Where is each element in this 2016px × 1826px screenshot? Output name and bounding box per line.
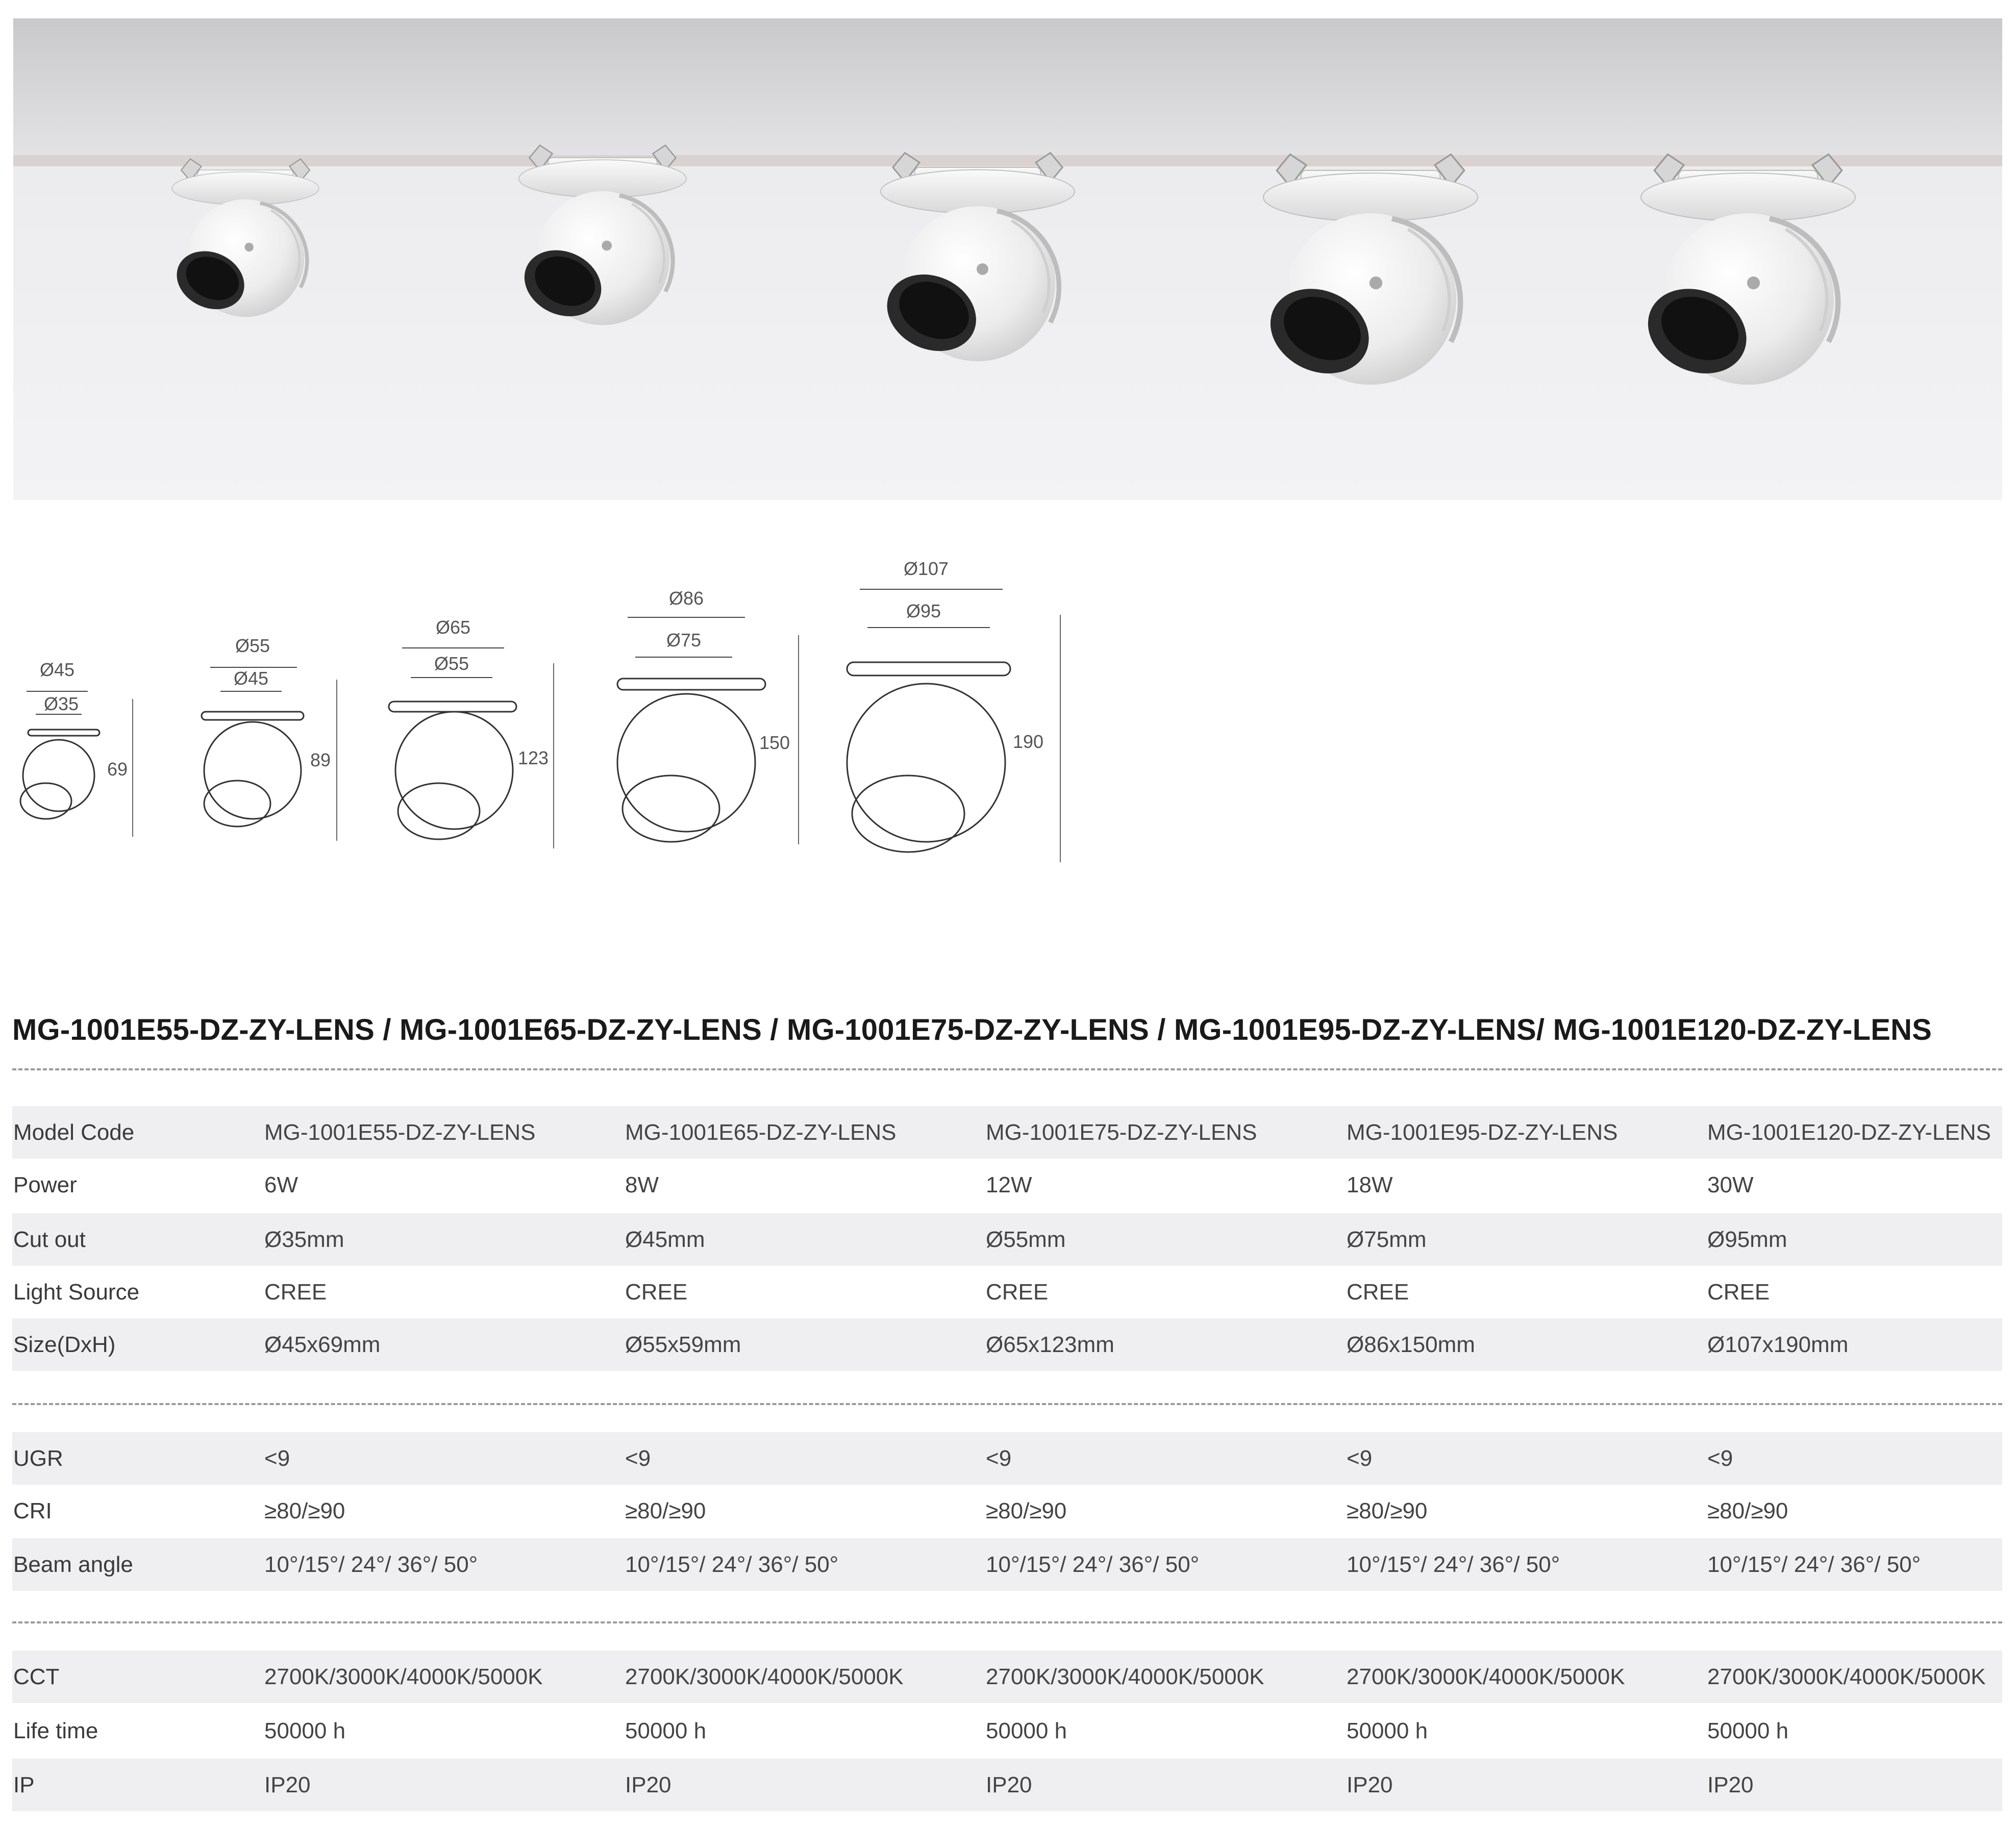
row-value-3: Ø65x123mm [986,1332,1114,1357]
row-value-2: ≥80/≥90 [625,1498,706,1523]
row-value-4: <9 [1347,1446,1373,1471]
cutout-diameter-label: Ø55 [434,653,469,674]
row-value-1: MG-1001E55-DZ-ZY-LENS [264,1120,536,1145]
row-value-3: Ø55mm [986,1227,1066,1252]
row-value-1: IP20 [264,1772,311,1797]
row-value-5: IP20 [1707,1772,1754,1797]
row-value-2: 50000 h [625,1718,707,1743]
row-value-5: 2700K/3000K/4000K/5000K [1707,1664,1986,1689]
row-value-4: Ø75mm [1347,1227,1427,1252]
row-label: Power [13,1172,77,1197]
outer-diameter-label: Ø45 [39,659,75,680]
table-row-ugr [12,1432,2002,1485]
row-label: Cut out [13,1227,86,1252]
row-value-4: Ø86x150mm [1347,1332,1475,1357]
table-row-life-time [12,1705,2002,1757]
row-value-3: 10°/15°/ 24°/ 36°/ 50° [986,1552,1200,1577]
row-value-1: <9 [264,1446,290,1471]
table-row-light-source [12,1266,2002,1318]
row-label: UGR [13,1446,63,1471]
row-value-3: ≥80/≥90 [986,1498,1067,1523]
row-value-2: Ø45mm [625,1227,705,1252]
height-label: 89 [310,749,331,770]
row-value-1: Ø35mm [264,1227,344,1252]
cutout-diameter-label: Ø75 [666,630,702,651]
row-value-4: CREE [1347,1280,1409,1305]
row-value-5: 50000 h [1707,1718,1789,1743]
outer-diameter-label: Ø86 [668,588,704,609]
row-label: Light Source [13,1280,140,1305]
row-value-2: IP20 [625,1772,671,1797]
row-value-5: MG-1001E120-DZ-ZY-LENS [1707,1120,1991,1145]
height-label: 69 [107,759,128,780]
row-value-2: 8W [625,1172,659,1197]
row-value-2: 10°/15°/ 24°/ 36°/ 50° [625,1552,839,1577]
row-label: Life time [13,1718,98,1743]
product-title: MG-1001E55-DZ-ZY-LENS / MG-1001E65-DZ-ZY-LENS / MG-1001E75-DZ-ZY-LENS / MG-1001E95-DZ-ZY-LENS/ MG-1001E120-DZ-ZY-LENS [12,1013,1932,1046]
row-label: IP [13,1772,35,1797]
row-value-3: 2700K/3000K/4000K/5000K [986,1664,1264,1689]
product-photo-banner [13,18,2002,500]
row-value-3: MG-1001E75-DZ-ZY-LENS [986,1120,1257,1145]
row-value-1: CREE [264,1280,327,1305]
row-value-1: ≥80/≥90 [264,1498,345,1523]
row-value-1: 50000 h [264,1718,346,1743]
row-value-2: 2700K/3000K/4000K/5000K [625,1664,904,1689]
row-value-3: IP20 [986,1772,1032,1797]
row-value-1: 2700K/3000K/4000K/5000K [264,1664,543,1689]
dimension-drawing-2 [202,635,337,841]
row-value-4: 2700K/3000K/4000K/5000K [1347,1664,1625,1689]
row-value-5: Ø107x190mm [1707,1332,1849,1357]
table-row-power [12,1159,2002,1211]
table-row-cut-out [12,1213,2002,1266]
outer-diameter-label: Ø65 [435,617,471,638]
cutout-diameter-label: Ø35 [43,693,79,714]
row-value-2: MG-1001E65-DZ-ZY-LENS [625,1120,897,1145]
table-row-size [12,1318,2002,1371]
row-value-2: <9 [625,1446,651,1471]
table-row-model-code [12,1106,2002,1159]
row-value-4: IP20 [1347,1772,1393,1797]
dimension-drawings [0,546,1123,883]
row-value-5: ≥80/≥90 [1707,1498,1788,1523]
row-value-4: 18W [1347,1172,1393,1197]
cutout-diameter-label: Ø95 [906,601,941,621]
row-value-3: CREE [986,1280,1049,1305]
dimension-drawing-1 [20,659,133,837]
row-value-2: Ø55x59mm [625,1332,741,1357]
outer-diameter-label: Ø55 [235,635,270,656]
row-value-2: CREE [625,1280,688,1305]
dimension-drawing-4 [617,588,799,844]
height-label: 123 [518,747,549,768]
row-value-5: Ø95mm [1707,1227,1787,1252]
table-row-cri [12,1485,2002,1537]
table-row-cct [12,1650,2002,1703]
row-label: Model Code [13,1120,135,1145]
row-value-4: ≥80/≥90 [1347,1498,1428,1523]
row-value-3: <9 [986,1446,1012,1471]
row-value-5: 30W [1707,1172,1754,1197]
row-label: CRI [13,1498,52,1523]
row-value-4: MG-1001E95-DZ-ZY-LENS [1347,1120,1618,1145]
table-row-ip [12,1759,2002,1811]
row-value-4: 50000 h [1347,1718,1428,1743]
dimension-drawing-3 [389,617,554,848]
height-label: 150 [759,732,790,753]
row-value-3: 50000 h [986,1718,1067,1743]
height-label: 190 [1013,731,1044,752]
row-value-4: 10°/15°/ 24°/ 36°/ 50° [1347,1552,1560,1577]
row-value-5: <9 [1707,1446,1733,1471]
title-divider [12,1068,2002,1070]
row-value-1: 10°/15°/ 24°/ 36°/ 50° [264,1552,478,1577]
section-divider [12,1403,2002,1405]
row-value-3: 12W [986,1172,1032,1197]
row-value-1: 6W [264,1172,298,1197]
dimension-drawing-5 [847,558,1060,862]
row-label: CCT [13,1664,60,1689]
row-value-5: CREE [1707,1280,1770,1305]
table-row-beam-angle [12,1538,2002,1591]
section-divider [12,1621,2002,1623]
cutout-diameter-label: Ø45 [233,668,269,689]
row-label: Size(DxH) [13,1332,116,1357]
outer-diameter-label: Ø107 [903,558,949,579]
row-value-1: Ø45x69mm [264,1332,381,1357]
row-label: Beam angle [13,1552,133,1577]
row-value-5: 10°/15°/ 24°/ 36°/ 50° [1707,1552,1921,1577]
